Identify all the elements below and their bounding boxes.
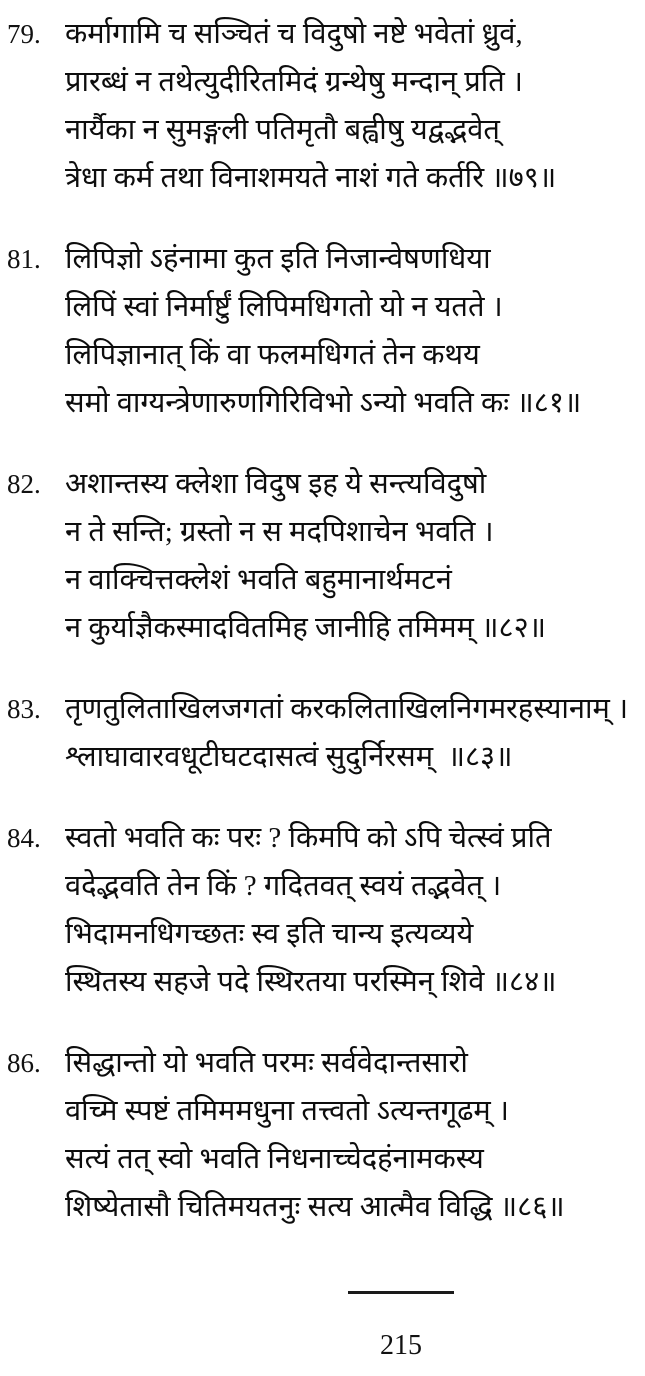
verse-line: लिपिं स्वां निर्मार्ष्टुं लिपिमधिगतो यो न यतते । bbox=[65, 291, 503, 323]
verse-line: शिष्येतासौ चितिमयतनुः सत्य आत्मैव विद्धि ॥८६॥ bbox=[65, 1191, 565, 1223]
verse-line: भिदामनधिगच्छतः स्व इति चान्य इत्यव्यये bbox=[65, 918, 474, 950]
verse-line: लिपिज्ञानात् किं वा फलमधिगतं तेन कथय bbox=[65, 339, 480, 371]
verse-line: सत्यं तत् स्वो भवति निधनाच्चेदहंनामकस्य bbox=[65, 1143, 484, 1175]
verse bbox=[0, 460, 645, 652]
verse-line: न वाक्चित्तक्लेशं भवति बहुमानार्थमटनं bbox=[65, 564, 452, 596]
verse-line: नार्यैका न सुमङ्गली पतिमृतौ बह्वीषु यद्वद्भवेत् bbox=[65, 114, 500, 146]
verse-line: तृणतुलिताखिलजगतां करकलिताखिलनिगमरहस्यानाम् । bbox=[65, 693, 629, 725]
verse-lines bbox=[65, 10, 645, 202]
verse-list bbox=[0, 10, 645, 1264]
verse-lines bbox=[65, 460, 645, 652]
verse-lines bbox=[65, 1039, 645, 1231]
verse-line: स्थितस्य सहजे पदे स्थिरतया परस्मिन् शिवे ॥८४॥ bbox=[65, 966, 557, 998]
verse-line: न ते सन्ति; ग्रस्तो न स मदपिशाचेन भवति । bbox=[65, 516, 494, 548]
verse-number: 79. bbox=[7, 19, 41, 49]
verse-line: प्रारब्धं न तथेत्युदीरितमिदं ग्रन्थेषु मन्दान् प्रति । bbox=[65, 66, 523, 98]
verse-line: लिपिज्ञो ऽहंनामा कुत इति निजान्वेषणधिया bbox=[65, 243, 491, 275]
verse bbox=[0, 1039, 645, 1231]
verse bbox=[0, 814, 645, 1006]
verse-number: 82. bbox=[7, 469, 41, 499]
verse-line: समो वाग्यन्त्रेणारुणगिरिविभो ऽन्यो भवति कः ॥८१॥ bbox=[65, 387, 582, 419]
verse-line: स्वतो भवति कः परः ? किमपि को ऽपि चेत्स्वं प्रति bbox=[65, 822, 552, 854]
verse-line: श्लाघावारवधूटीघटदासत्वं सुदुर्निरसम् ॥८३॥ bbox=[65, 741, 513, 773]
verse bbox=[0, 235, 645, 427]
verse-line: न कुर्याज्ञैकस्मादवितमिह जानीहि तमिमम् ॥८२॥ bbox=[65, 612, 547, 644]
verse bbox=[0, 10, 645, 202]
verse-lines bbox=[65, 814, 645, 1006]
verse-number: 81. bbox=[7, 244, 41, 274]
verse-line: वदेद्भवति तेन किं ? गदितवत् स्वयं तद्भवेत् । bbox=[65, 870, 502, 902]
verse-lines bbox=[65, 685, 645, 781]
verse-lines bbox=[65, 235, 645, 427]
verse-line: सिद्धान्तो यो भवति परमः सर्ववेदान्तसारो bbox=[65, 1047, 468, 1079]
page-number: 215 bbox=[380, 1330, 422, 1361]
verse-number: 84. bbox=[7, 823, 41, 853]
verse-line: कर्मागामि च सञ्चितं च विदुषो नष्टे भवेतां ध्रुवं, bbox=[65, 18, 523, 50]
footer-rule bbox=[348, 1291, 454, 1294]
verse-line: त्रेधा कर्म तथा विनाशमयते नाशं गते कर्तरि ॥७९॥ bbox=[65, 162, 557, 194]
verse-number: 86. bbox=[7, 1048, 41, 1078]
verse-line: अशान्तस्य क्लेशा विदुष इह ये सन्त्यविदुषो bbox=[65, 468, 487, 500]
verse-number: 83. bbox=[7, 694, 41, 724]
verse-line: वच्मि स्पष्टं तमिममधुना तत्त्वतो ऽत्यन्तगूढम् । bbox=[65, 1095, 510, 1127]
verse bbox=[0, 685, 645, 781]
